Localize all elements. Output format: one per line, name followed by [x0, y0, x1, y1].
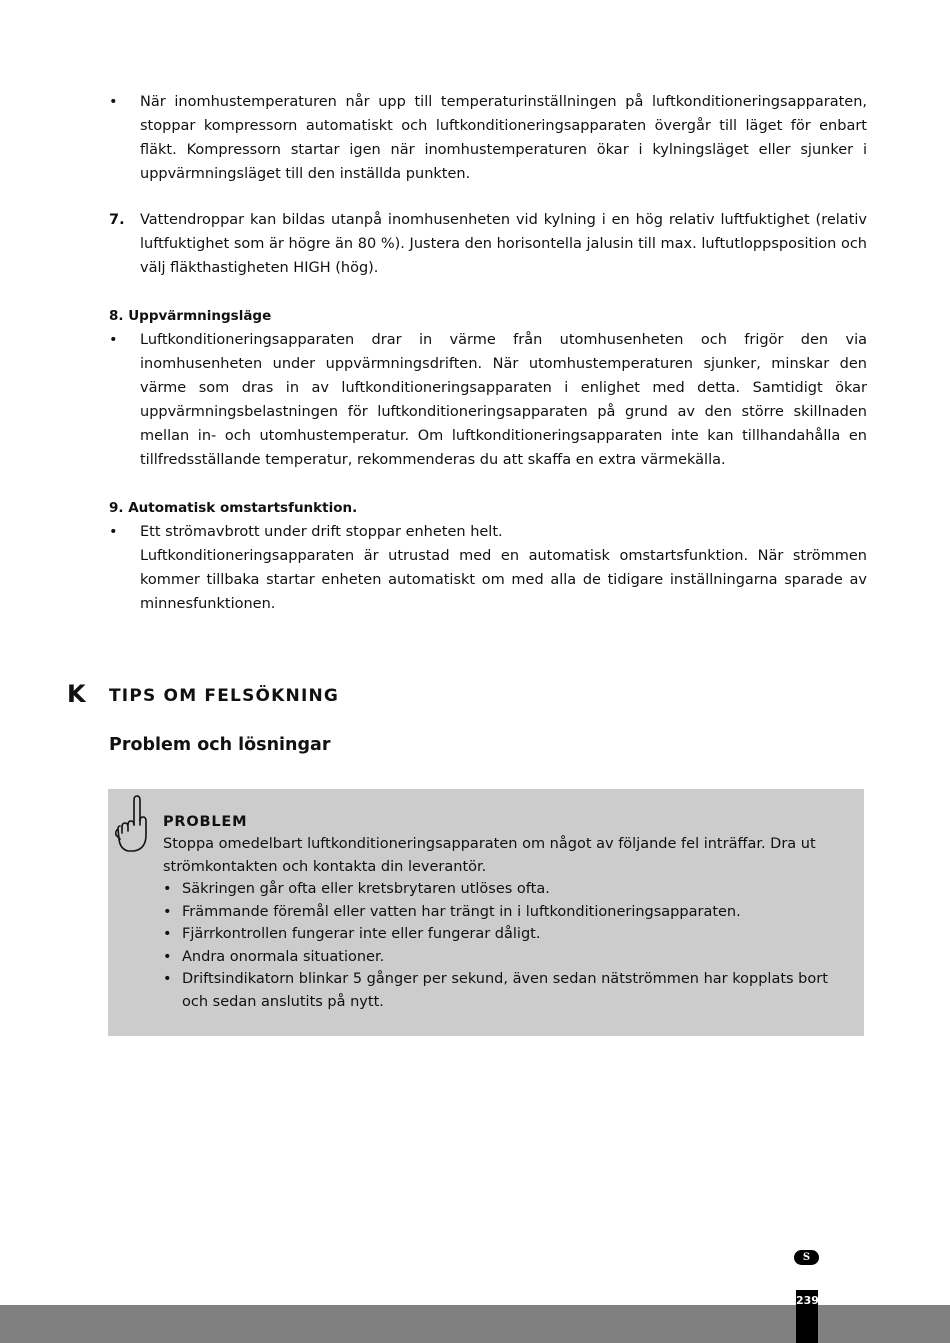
problem-intro: Stoppa omedelbart luftkonditioneringsapparaten om något av följande fel inträffar. Dra ut strömkontakten och kontakta din leverantör. [163, 836, 816, 875]
language-badge: S [794, 1250, 819, 1265]
bullet-marker: • [163, 903, 172, 920]
pointing-hand-icon [114, 795, 148, 853]
section-letter: K [67, 680, 86, 708]
bullet-marker: • [163, 881, 172, 897]
item-text: Vattendroppar kan bildas utanpå inomhusenheten vid kylning i en hög relativ luftfuktighet (relativ luftfuktighet som är högre än 80 %). Justera den horisontella jalusin till max. luftutloppsposition och välj fläkthastigheten HIGH (hög). [140, 212, 867, 276]
item-9-continuation: Luftkonditioneringsapparaten är utrustad med en automatisk omstartsfunktion. När strömmen kommer tillbaka startar enheten automatiskt om med alla de tidigare inställningarna sparade av minnesfunktionen. [140, 548, 867, 612]
item-8 [109, 304, 867, 472]
bullet-item [109, 328, 867, 472]
section-title: TIPS OM FELSÖKNING [109, 686, 340, 706]
bullet-marker: • [109, 332, 118, 348]
bullet-text: Luftkonditioneringsapparaten drar in värme från utomhusenheten och frigör den via inomhusenheten under uppvärmningsdriften. När utomhustemperaturen sjunker, minskar den värme som dras in av luftkonditioneringsapparaten i enlighet med detta. Samtidigt ökar uppvärmningsbelastningen för luftkonditioneringsapparaten på grund av den större skillnaden mellan in- och utomhustemperatur. Om luftkonditioneringsapparaten inte kan tillhandahålla en tillfredsställande temperatur, rekommenderas du att skaffa en extra värmekälla. [140, 332, 867, 468]
numbered-item [109, 208, 867, 280]
problem-list-item [163, 946, 853, 969]
problem-content [163, 833, 853, 1013]
problem-title: PROBLEM [163, 814, 248, 830]
item-8-heading: 8. Uppvärmningsläge [109, 308, 272, 324]
bullet-marker: • [163, 971, 172, 987]
item-9-heading: 9. Automatisk omstartsfunktion. [109, 500, 358, 516]
section-subtitle: Problem och lösningar [109, 735, 331, 755]
problem-item-text: Säkringen går ofta eller kretsbrytaren utlöses ofta. [182, 881, 550, 897]
item-7 [109, 208, 867, 280]
problem-item-text: Driftsindikatorn blinkar 5 gånger per sekund, även sedan nätströmmen har kopplats bort och sedan anslutits på nytt. [182, 971, 828, 1010]
item-9 [109, 496, 867, 616]
item-number: 7. [109, 212, 125, 228]
problem-item-text: Fjärrkontrollen fungerar inte eller fungerar dåligt. [182, 926, 541, 942]
bullet-item [109, 520, 867, 544]
problem-list-item [163, 878, 853, 901]
problem-item-text: Främmande föremål eller vatten har trängt in i luftkonditioneringsapparaten. [182, 903, 741, 920]
problem-list-item [163, 923, 853, 946]
bullet-marker: • [163, 926, 172, 942]
bullet-marker: • [163, 948, 172, 965]
intro-bullet-block [109, 90, 867, 186]
problem-item-text: Andra onormala situationer. [182, 948, 385, 965]
bullet-marker: • [109, 94, 118, 110]
bullet-marker: • [109, 524, 118, 540]
problem-list-item [163, 968, 853, 1013]
problem-box [108, 789, 864, 1036]
page-number: 239 [796, 1290, 818, 1343]
bullet-item [109, 90, 867, 186]
bullet-text: Ett strömavbrott under drift stoppar enheten helt. [140, 524, 503, 540]
problem-list-item [163, 901, 853, 924]
bullet-text: När inomhustemperaturen når upp till temperaturinställningen på luftkonditioneringsapparaten, stoppar kompressorn automatiskt och luftkonditioneringsapparaten övergår till läget för enbart fläkt. Kompressorn startar igen när inomhustemperaturen ökar i kylningsläget eller sjunker i uppvärmningsläget till den inställda punkten. [140, 94, 867, 182]
